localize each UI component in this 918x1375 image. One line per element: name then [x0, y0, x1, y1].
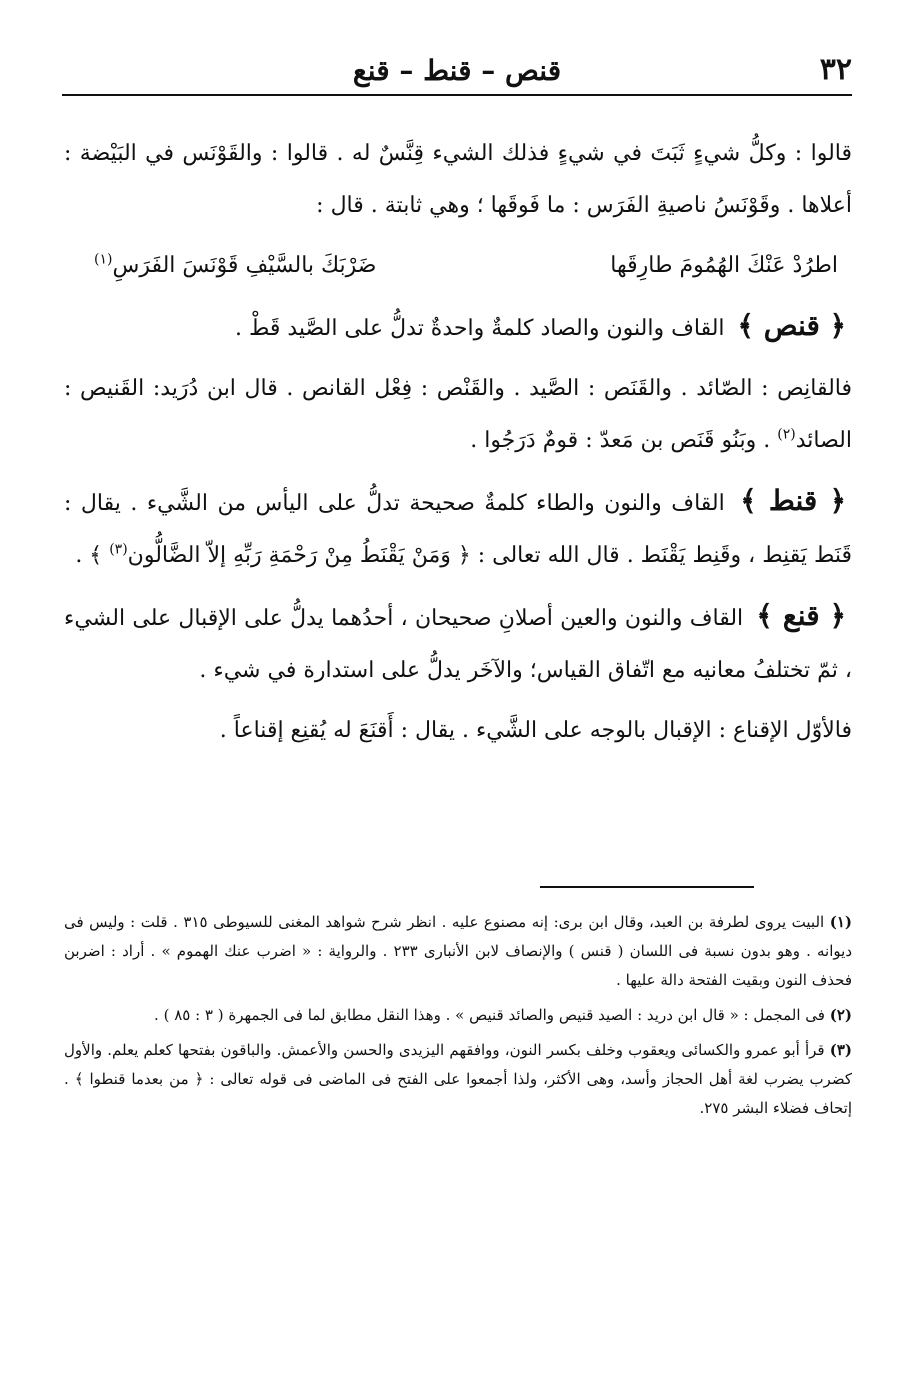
- footnote-2-text: فى المجمل : « قال ابن دريد : الصيد قنيص والصائد قنيص » . وهذا النقل مطابق لما فى الجمهرة ( ٣ : ٨٥ ) .: [154, 1006, 825, 1024]
- definition-qnt: القاف والنون والطاء كلمةٌ صحيحة تدلُّ على اليأس من الشَّيء . يقال : قَنَط يَقنِط ، وقَنِط يَقْنَط . قال الله تعالى : ﴿ وَمَنْ يَقْنَطُ مِنْ رَحْمَةِ رَبِّهِ إلاّ الضَّالُّون: [64, 491, 852, 568]
- entry-qna: [64, 590, 852, 697]
- footnote-ref-3: (٣): [109, 541, 128, 558]
- page-header: [62, 48, 852, 96]
- headword-qnt: ﴿ قنط ﴾: [740, 484, 846, 517]
- paragraph-qns-intro: قالوا : وكلُّ شيءٍ ثَبَتَ في شيءٍ فذلك الشيء قِنَّسٌ له . قالوا : والقَوْنَس في البَيْضة : أعلاها . وقَوْنَسُ ناصيةِ الفَرَس : ما فَوقَها ؛ وهي ثابتة . قال :: [64, 141, 852, 218]
- footnote-2: [64, 1001, 852, 1030]
- footnote-3-text: قرأ أبو عمرو والكسائى ويعقوب وخلف بكسر النون، ووافقهم اليزيدى والحسن والأعمش. والباقون بفتحها كعلم يعلم. والأول كضرب يضرب لغة أهل الحجاز وأسد، وهى الأكثر، ولذا أجمعوا على الفتح فى الماضى فى قوله تعالى : ﴿ من بعدما قنطوا ﴾ . إتحاف فضلاء البشر ٢٧٥.: [64, 1041, 852, 1117]
- verse-hemistich-first: اطرُدْ عَنْكَ الهُمُومَ طارِقَها: [610, 253, 838, 278]
- paragraph-qna-detail: فالأوّل الإقناع : الإقبال بالوجه على الشَّيء . يقال : أَقنَعَ له يُقنِع إقناعاً .: [219, 718, 852, 743]
- verse-line: [64, 240, 852, 292]
- footnote-ref-1: (١): [94, 251, 113, 268]
- headword-qns: ﴿ قنص ﴾: [737, 309, 846, 342]
- paragraph-qns-detail: فالقانِص : الصّائد . والقَنَص : الصَّيد . والقَنْص : فِعْل القانص . قال ابن دُرَيد: القَنيص : الصائد$^{(٢)}$ . وبَنُو قَنَص بن مَعدّ : قومٌ دَرَجُوا .: [64, 376, 852, 453]
- entry-qnt: ﴿ قنط ﴾ القاف والنون والطاء كلمةٌ صحيحة تدلُّ على اليأس من الشَّيء . يقال : قَنَط يَقنِط ، وقَنِط يَقْنَط . قال الله تعالى : ﴿ وَمَنْ يَقْنَطُ مِنْ رَحْمَةِ رَبِّهِ إلاّ الضَّالُّون$^{(٣)}$ ﴾ .: [64, 484, 852, 568]
- verse-hemistich-second: ضَرْبَكَ بالسَّيْفِ قَوْنَسَ الفَرَسِ$^{(١)}$: [94, 251, 377, 278]
- footnote-separator: [540, 886, 754, 888]
- footnotes: [64, 908, 852, 1129]
- footnote-1: [64, 908, 852, 995]
- footnote-2-number: (٢): [829, 1006, 852, 1024]
- footnote-1-text: البيت يروى لطرفة بن العبد، وقال ابن برى: إنه مصنوع عليه . انظر شرح شواهد المغنى للسيوطى ٣١٥ . قلت : وليس فى ديوانه . وهو بدون نسبة فى اللسان ( قنس ) والإنصاف لابن الأنبارى ٢٣٣ . والرواية : « اضرب عنك الهموم » . أراد : اضربن فحذف النون وبقيت الفتحة دالة عليها .: [64, 913, 852, 989]
- definition-qns: القاف والنون والصاد كلمةٌ واحدةٌ تدلُّ على الصَّيد قَطْ .: [234, 316, 725, 341]
- entry-qns: [64, 300, 852, 355]
- footnote-ref-2: (٢): [777, 426, 796, 443]
- headword-qna: ﴿ قنع ﴾: [756, 599, 846, 632]
- page-number: ٣٢: [819, 52, 852, 87]
- footnote-3-number: (٣): [829, 1041, 852, 1059]
- running-title: قنص – قنط – قنع: [352, 54, 562, 87]
- body-text: [64, 128, 852, 765]
- footnote-3: [64, 1036, 852, 1123]
- definition-qna: القاف والنون والعين أصلانِ صحيحان ، أحدُهما يدلُّ على الإقبال على الشيء ، ثمّ تختلفُ معانيه مع اتّفاق القياس؛ والآخَر يدلُّ على استدارة في شيء .: [64, 606, 852, 683]
- footnote-1-number: (١): [829, 913, 852, 931]
